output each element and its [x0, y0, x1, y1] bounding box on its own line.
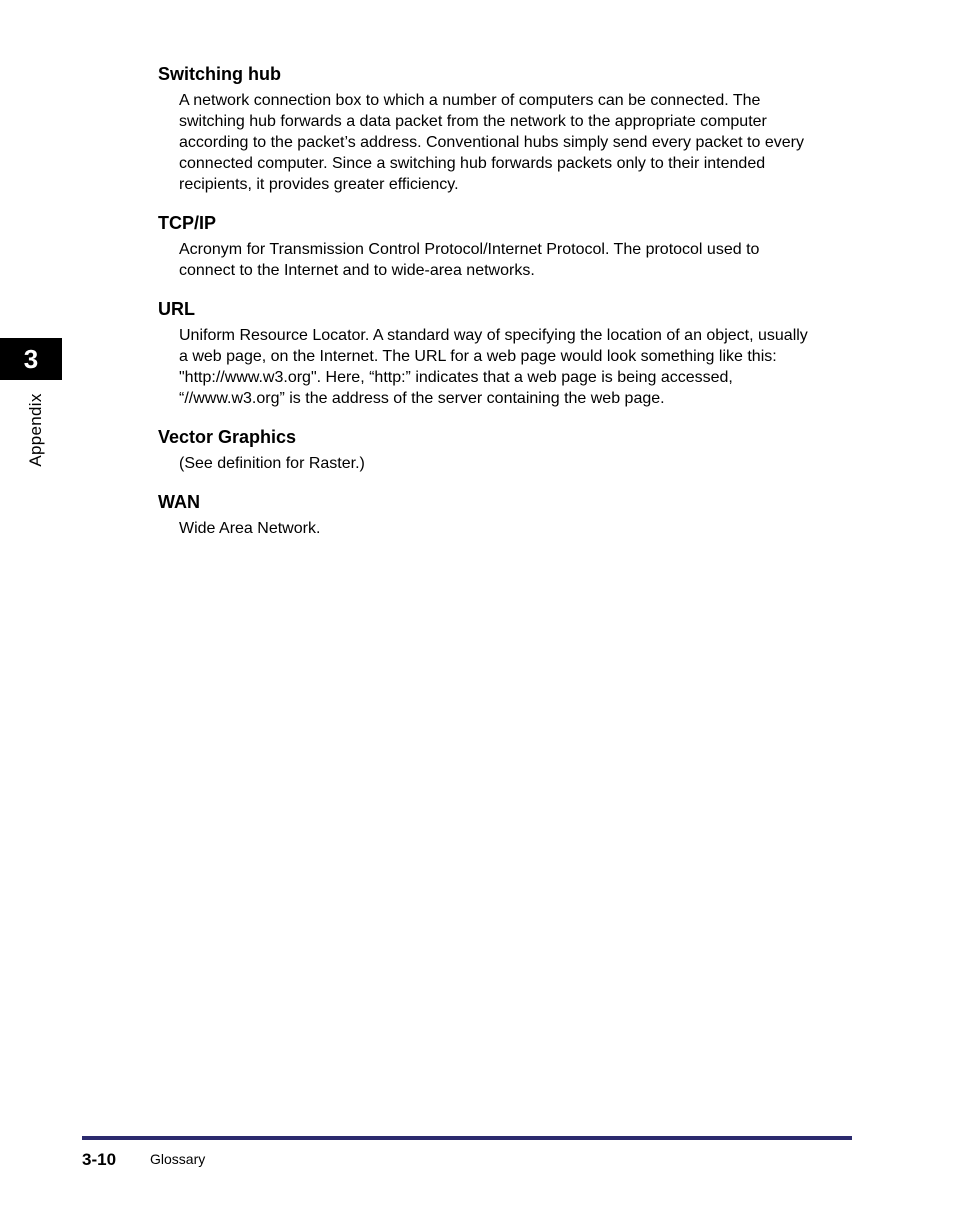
footer-rule	[82, 1136, 852, 1140]
glossary-definition: Uniform Resource Locator. A standard way of specifying the location of an object, usually a web page, on the Internet. The URL for a web page would look something like this: "http://www.w3.org". Here, “http:” indicates that a web page is being accessed, “//www.w3.org” is the address of the server containing the web page.	[179, 327, 808, 407]
glossary-entry	[158, 425, 858, 474]
glossary-definition: A network connection box to which a number of computers can be connected. The switching hub forwards a data packet from the network to the appropriate computer according to the packet’s address. Conventional hubs simply send every packet to every connected computer. Since a switching hub forwards packets only to their intended recipients, it provides greater efficiency.	[179, 92, 804, 193]
glossary-term: Vector Graphics	[158, 427, 297, 447]
glossary-term: Switching hub	[158, 64, 281, 84]
footer-title: Glossary	[150, 1151, 206, 1167]
glossary-entry	[158, 211, 858, 281]
glossary-term: TCP/IP	[158, 213, 217, 233]
section-label: Appendix	[26, 393, 45, 467]
glossary-content	[158, 62, 858, 555]
glossary-term: WAN	[158, 492, 200, 512]
glossary-definition: Acronym for Transmission Control Protocol/Internet Protocol. The protocol used to connect to the Internet and to wide-area networks.	[179, 241, 760, 279]
glossary-term: URL	[158, 299, 195, 319]
chapter-number-tab: 3	[0, 338, 62, 380]
glossary-entry	[158, 297, 858, 409]
page-number: 3-10	[82, 1150, 117, 1169]
glossary-entry	[158, 490, 858, 539]
glossary-definition: Wide Area Network.	[179, 520, 321, 537]
glossary-definition: (See definition for Raster.)	[179, 455, 365, 472]
glossary-entry	[158, 62, 858, 195]
